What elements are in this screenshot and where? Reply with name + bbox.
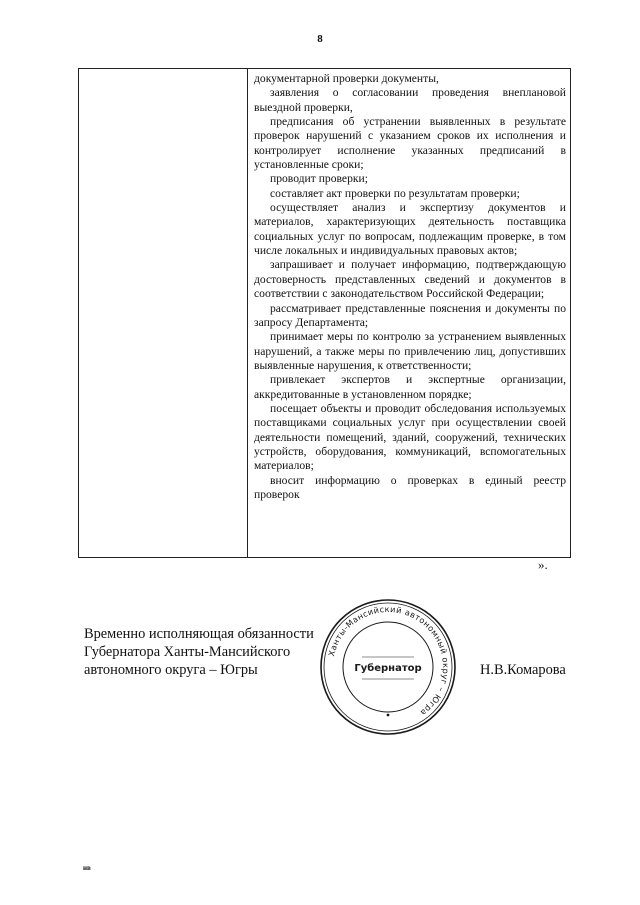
table-paragraph: предписания об устранении выявленных в результате проверок нарушений с указанием сроков их исполнения и контролирует исполнение указанных предписаний в установленные сроки; <box>254 115 566 172</box>
table-left-column <box>79 69 248 557</box>
page-number: 8 <box>317 33 323 45</box>
table-right-column <box>254 72 566 502</box>
signature-title-line: автономного округа – Югры <box>84 662 258 678</box>
closing-quote: ». <box>538 557 548 572</box>
signature-title-line: Временно исполняющая обязанности <box>84 626 314 642</box>
seal-ring-text: Ханты-Мансийский автономный округ – Югра <box>326 603 452 719</box>
signature-title-line: Губернатора Ханты-Мансийского <box>84 644 291 660</box>
table-paragraph: проводит проверки; <box>270 172 368 186</box>
signer-name: Н.В.Комарова <box>480 662 566 678</box>
table-paragraph: вносит информацию о проверках в единый реестр проверок <box>254 473 566 501</box>
table-paragraph: заявления о согласовании проведения внеплановой выездной проверки, <box>254 86 566 114</box>
table-paragraph: рассматривает представленные пояснения и документы по запросу Департамента; <box>254 301 566 329</box>
table-paragraph: запрашивает и получает информацию, подтверждающую достоверность представленных сведений и документов в соответствии с законодательством Российской Федерации; <box>254 258 566 301</box>
table-paragraph: посещает объекты и проводит обследования используемых поставщиками социальных услуг при осуществлении своей деятельности помещений, зданий, сооружений, технических устройств, оборудования, коммуникаций, вспомогательных материалов; <box>254 401 566 473</box>
table-paragraph: составляет акт проверки по результатам проверки; <box>270 186 520 200</box>
table-paragraph: привлекает экспертов и экспертные организации, аккредитованные в установленном порядке; <box>254 373 566 401</box>
signature-title <box>84 625 314 679</box>
official-seal <box>318 597 458 737</box>
document-table <box>78 68 571 558</box>
table-paragraph: принимает меры по контролю за устранением выявленных нарушений, а также меры по привлечению лиц, допустивших выявленные нарушения, к ответственности; <box>254 330 566 372</box>
footer-mark: нв <box>83 864 91 872</box>
table-paragraph: осуществляет анализ и экспертизу документов и материалов, характеризующих деятельность поставщика социальных услуг по вопросам, подлежащим проверке, в том числе локальных и индивидуальных правовых актов; <box>254 201 566 258</box>
seal-center-text: Губернатор <box>354 663 422 674</box>
table-paragraph: документарной проверки документы, <box>254 72 439 85</box>
